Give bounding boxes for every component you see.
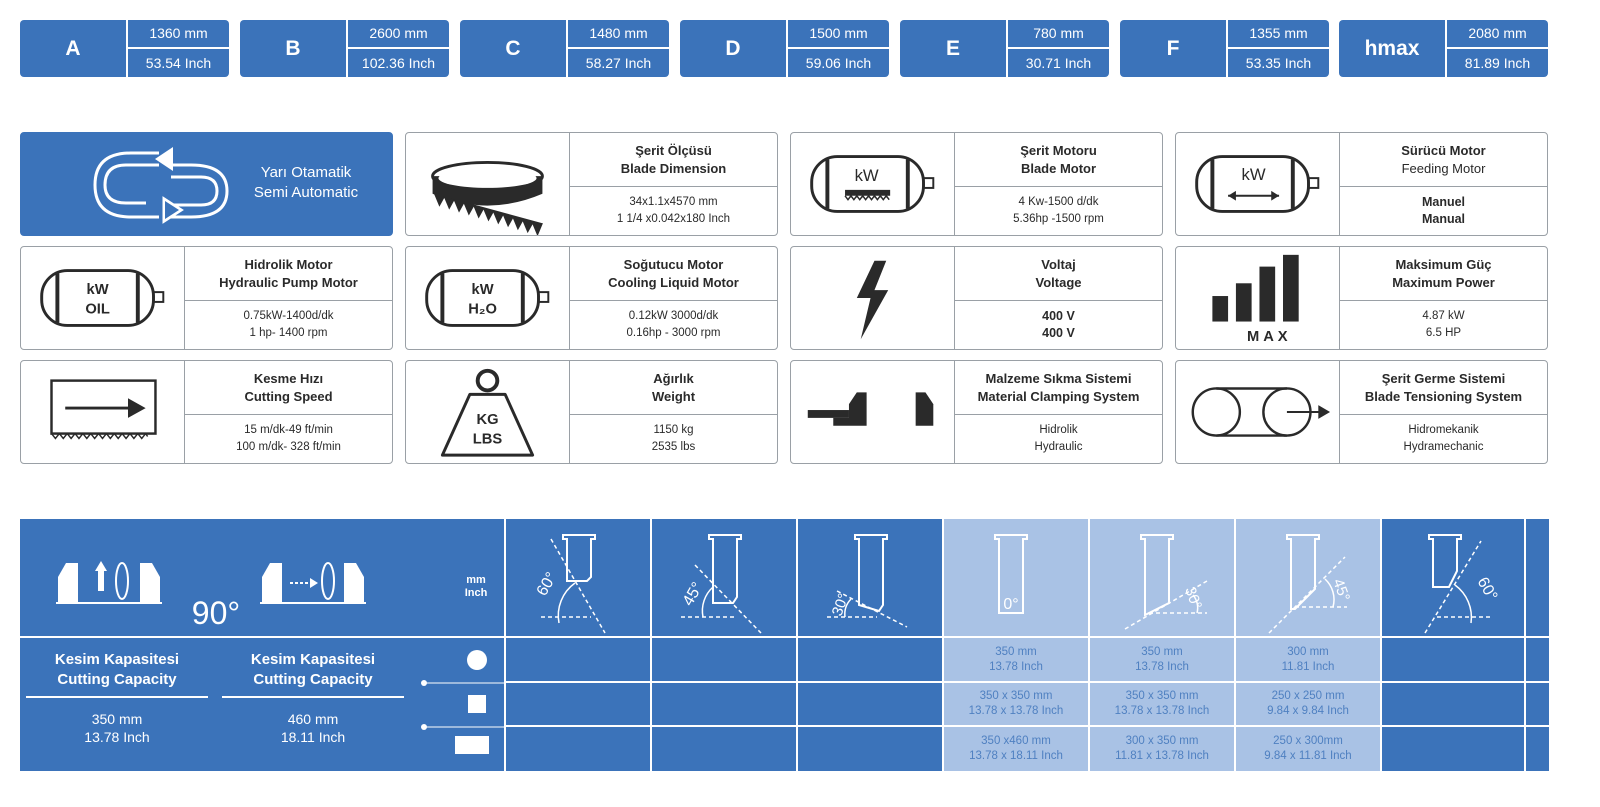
card-title-tr: Hidrolik Motor [244,256,333,272]
card-value: 34x1.1x4570 mm [629,196,718,208]
angle-label: 30° [828,591,853,619]
dimension-mm: 1355 mm [1228,20,1329,49]
hydraulic-motor-icon [21,247,184,349]
dimension-inch: 59.06 Inch [805,54,872,71]
cell-inch: 11.81 Inch [1281,660,1335,673]
card-value: Manual [1421,212,1466,226]
lightning-bolt-icon [791,247,954,349]
units-mm-label: mm [466,574,486,586]
capacity-square-cell [1236,683,1380,725]
tensioning-card [1175,360,1548,464]
card-value: Hidromekanik [1408,424,1479,436]
cell-inch: 13.78 x 13.78 Inch [968,705,1064,717]
dimension-mm: 1360 mm [128,20,229,49]
dimension-inch: 53.54 Inch [145,54,212,71]
main-angle-label: 90° [191,595,241,631]
card-value: 0.12kW 3000d/dk [628,310,719,322]
card-value: 5.36hp -1500 rpm [1013,213,1104,225]
dimension-hmax [1339,20,1548,77]
card-title-en: Maximum Power [1392,274,1495,290]
card-value: 6.5 HP [1425,327,1462,339]
capacity-rect-cell [1090,727,1234,771]
vise-width-icon [258,555,368,605]
card-title-en: Hydraulic Pump Motor [219,274,358,290]
card-title-en: Feeding Motor [1401,160,1486,176]
motor-oil-label: OIL [85,301,110,318]
cell-inch: 13.78 Inch [989,660,1043,673]
dimension-letter: B [285,36,301,60]
card-value: 400 V [1042,326,1075,340]
angle-60-left-icon [505,519,650,636]
capacity-round-cell [1090,638,1234,681]
capacity-square-cell [944,683,1088,725]
angle-0-icon [943,519,1088,636]
dimension-mm: 1480 mm [568,20,669,49]
capacity-heading-tr: Kesim Kapasitesi [54,651,180,668]
cell-inch: 13.78 Inch [1135,660,1189,673]
cooling-motor-card [405,246,778,350]
cooling-motor-icon [406,247,569,349]
cell-mm: 300 mm [1287,645,1329,658]
max-power-card [1175,246,1548,350]
square-bar-icon [467,694,489,716]
capacity-square-cell [1090,683,1234,725]
angle-label: 60° [1473,574,1501,604]
capacity-heading-en: Cutting Capacity [57,671,177,688]
angle-60-right-icon [1381,519,1524,636]
card-value: Hydramechanic [1403,441,1484,453]
card-title-tr: Voltaj [1041,256,1076,272]
units-inch-label: Inch [464,587,488,599]
blade-dimension-card [405,132,778,236]
card-value: 1150 kg [653,424,694,436]
card-value: 400 V [1042,309,1075,323]
power-bars-icon [1176,247,1339,349]
card-title-en: Cooling Liquid Motor [608,274,739,290]
cutting-speed-icon [21,361,184,463]
band-saw-blade-icon [406,133,569,235]
vise-height-icon [54,555,164,605]
dimension-d [680,20,889,77]
card-value: 0.16hp - 3000 rpm [626,327,721,339]
semi-automatic-tr: Yarı Otamatik [260,164,352,181]
angle-label: 30° [1181,584,1205,612]
cell-mm: 350 x 350 mm [979,690,1053,702]
dimension-letter: D [725,36,741,60]
dimension-a [20,20,229,77]
dimension-inch: 58.27 Inch [585,54,652,71]
voltage-card [790,246,1163,350]
capacity-value-inch: 13.78 Inch [84,729,150,745]
card-value: 4 Kw-1500 d/dk [1018,196,1099,208]
card-title-en: Voltage [1035,274,1082,290]
card-value: 4.87 kW [1422,310,1465,322]
motor-kw-label: kW [471,282,494,299]
cutting-capacity-table [20,519,1549,771]
card-value: Manuel [1421,195,1466,209]
card-title-en: Weight [651,388,696,404]
rectangular-bar-icon [454,735,494,757]
capacity-value-mm: 350 mm [91,711,143,727]
angle-label: 60° [533,569,561,599]
cell-inch: 11.81 x 13.78 Inch [1115,750,1209,762]
card-title-en: Material Clamping System [977,388,1140,404]
capacity-heading-tr: Kesim Kapasitesi [250,651,376,668]
angle-45-left-icon [651,519,796,636]
capacity-round-cell [944,638,1088,681]
cell-mm: 250 x 300mm [1273,735,1343,747]
capacity-round-cell [1236,638,1380,681]
capacity-rect-cell [1236,727,1380,771]
angle-30-right-icon [1089,519,1234,636]
weight-icon [406,361,569,463]
vise-icon [791,361,954,463]
cell-mm: 350 x 350 mm [1125,690,1199,702]
dimension-f [1120,20,1329,77]
card-title-tr: Şerit Germe Sistemi [1381,370,1506,386]
angle-30-left-icon [797,519,942,636]
dimension-b [240,20,449,77]
blade-tension-icon [1176,361,1339,463]
dimension-e [900,20,1109,77]
card-title-tr: Soğutucu Motor [623,256,724,272]
motor-kw-label: kW [1241,165,1266,185]
weight-card [405,360,778,464]
dimension-letter: A [65,36,81,60]
weight-lbs-label: LBS [472,431,503,448]
dimension-mm: 1500 mm [788,20,889,49]
blade-motor-card [790,132,1163,236]
cell-inch: 9.84 x 9.84 Inch [1267,705,1349,717]
clamping-card [790,360,1163,464]
card-value: 100 m/dk- 328 ft/min [236,441,341,453]
semi-automatic-card [20,132,393,236]
hydraulic-motor-card [20,246,393,350]
card-title-en: Blade Motor [1020,160,1097,176]
dimension-letter: E [945,36,960,60]
cell-mm: 300 x 350 mm [1125,735,1199,747]
angle-label: 0° [1003,596,1019,613]
card-title-tr: Malzeme Sıkma Sistemi [985,370,1132,386]
capacity-value-inch: 18.11 Inch [280,729,346,745]
motor-h2o-label: H₂O [468,301,497,318]
card-title-tr: Şerit Motoru [1020,142,1097,158]
dimension-letter: F [1166,36,1180,60]
card-value: 1 1/4 x0.042x180 Inch [616,213,731,225]
motor-kw-label: kW [854,166,879,186]
dimension-mm: 2600 mm [348,20,449,49]
dimension-inch: 30.71 Inch [1025,54,1092,71]
card-value: Hidrolik [1039,424,1078,436]
card-title-tr: Maksimum Güç [1395,256,1492,272]
capacity-value-mm: 460 mm [287,711,339,727]
dimension-c [460,20,669,77]
card-value: Hydraulic [1034,441,1083,453]
cell-mm: 350 mm [1141,645,1183,658]
angle-label: 45° [679,579,707,609]
card-title-tr: Ağırlık [653,370,694,386]
dimension-mm: 780 mm [1008,20,1109,49]
cell-inch: 13.78 x 13.78 Inch [1114,705,1210,717]
card-title-en: Blade Tensioning System [1364,388,1523,404]
capacity-rect-cell [944,727,1088,771]
dimension-inch: 81.89 Inch [1464,54,1531,71]
cell-mm: 250 x 250 mm [1271,690,1345,702]
cell-inch: 13.78 x 18.11 Inch [969,750,1063,762]
cutting-speed-card [20,360,393,464]
round-bar-icon [466,649,490,673]
dimension-mm: 2080 mm [1447,20,1548,49]
card-title-en: Blade Dimension [620,160,727,176]
semi-automatic-en: Semi Automatic [253,184,359,201]
card-value: 1 hp- 1400 rpm [249,327,328,339]
motor-kw-label: kW [86,282,109,299]
card-value: 2535 lbs [651,441,696,453]
max-label: MAX [1247,329,1292,346]
weight-kg-label: KG [476,411,499,428]
dimension-letter: hmax [1364,36,1420,60]
cell-mm: 350 mm [995,645,1037,658]
angle-45-right-icon [1235,519,1380,636]
feeding-motor-icon [1176,133,1339,235]
card-value: 15 m/dk-49 ft/min [244,424,333,436]
cell-mm: 350 x460 mm [981,735,1051,747]
card-title-en: Cutting Speed [244,388,333,404]
card-title-tr: Kesme Hızı [253,370,324,386]
angle-label: 45° [1329,576,1353,604]
card-value: 0.75kW-1400d/dk [243,310,334,322]
dimension-inch: 102.36 Inch [361,54,436,71]
motor-icon [791,133,954,235]
capacity-heading-en: Cutting Capacity [253,671,373,688]
card-title-tr: Sürücü Motor [1401,142,1486,158]
dimension-letter: C [505,36,521,60]
feeding-motor-card [1175,132,1548,236]
dimension-inch: 53.35 Inch [1245,54,1312,71]
card-title-tr: Şerit Ölçüsü [635,142,712,158]
cell-inch: 9.84 x 11.81 Inch [1264,750,1352,762]
